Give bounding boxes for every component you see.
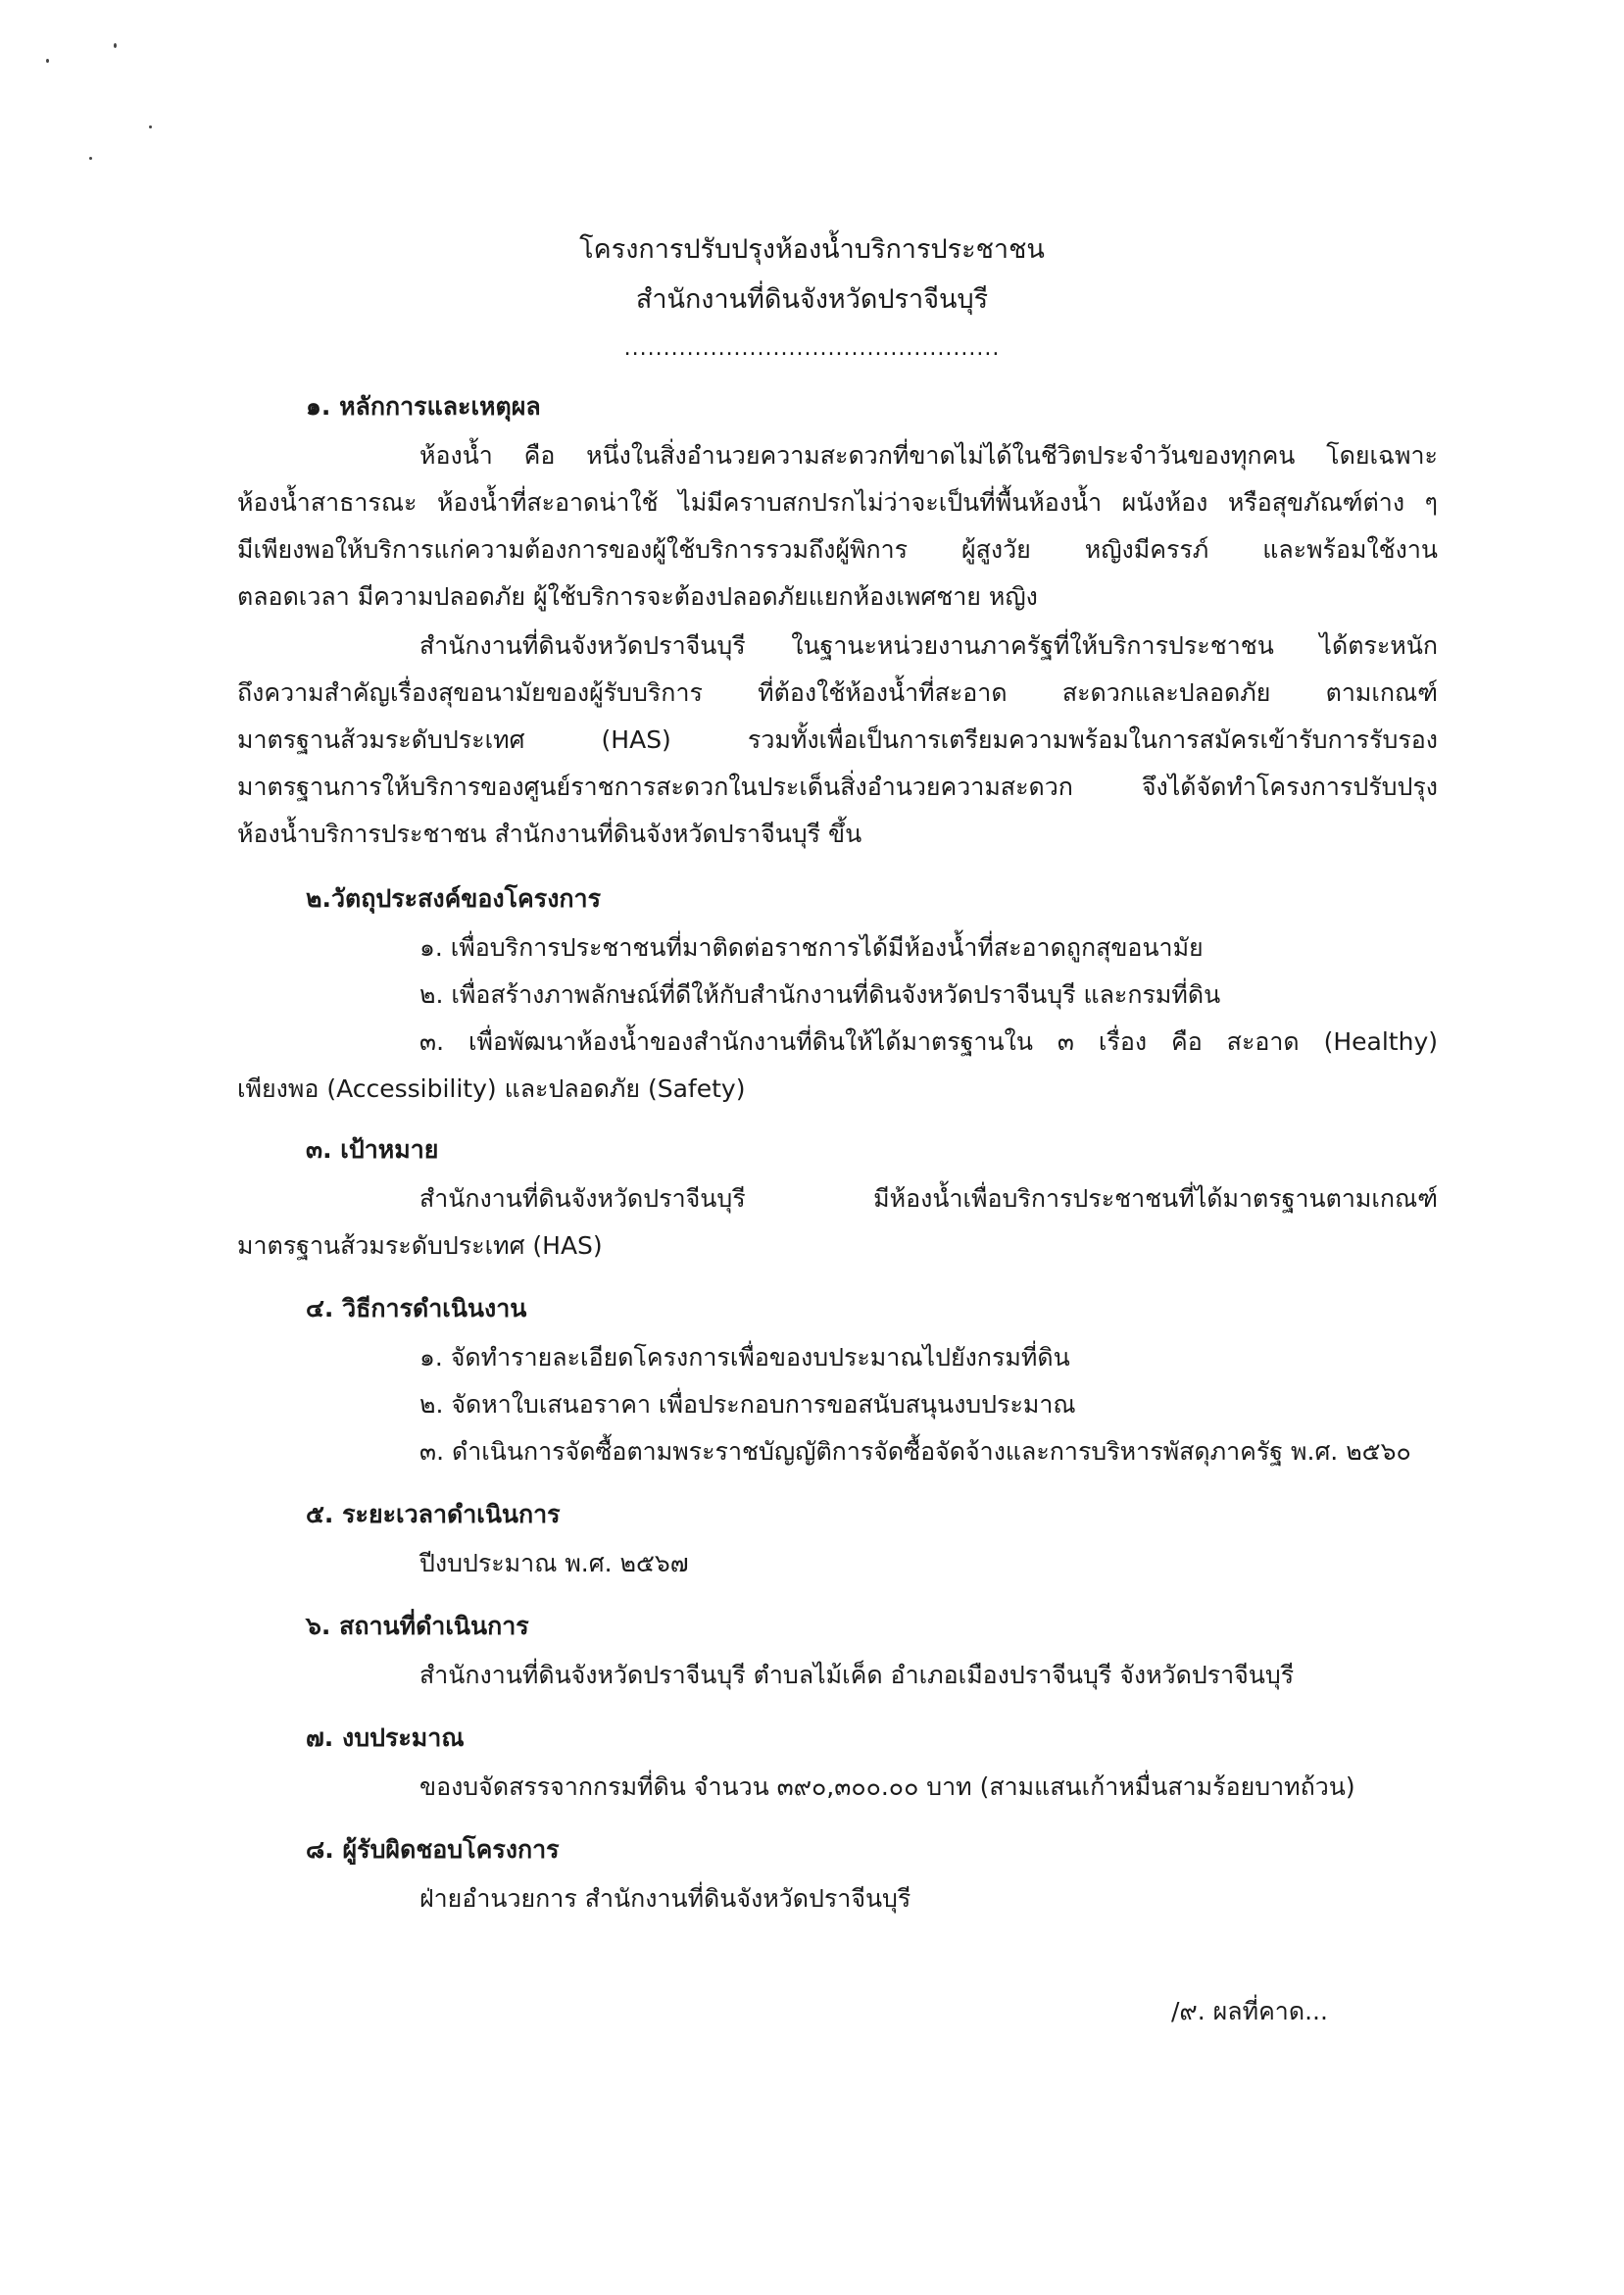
objective-item: ๑. เพื่อบริการประชาชนที่มาติดต่อราชการได้มีห้องน้ำที่สะอาดถูกสุขอนามัย <box>419 933 1204 962</box>
section-6-heading: ๖. สถานที่ดำเนินการ <box>306 1612 529 1640</box>
section-1-para2-line: มาตรฐานการให้บริการของศูนย์ราชการสะดวกในประเด็นสิ่งอำนวยความสะดวก จึงได้จัดทำโครงการปรับปรุง <box>237 773 1438 801</box>
objective-item-continuation: เพียงพอ (Accessibility) และปลอดภัย (Safety) <box>237 1074 746 1103</box>
document-title: โครงการปรับปรุงห้องน้ำบริการประชาชน <box>579 234 1045 265</box>
responsible-text: ฝ่ายอำนวยการ สำนักงานที่ดินจังหวัดปราจีนบุรี <box>419 1884 911 1913</box>
section-1-para2-line: ห้องน้ำบริการประชาชน สำนักงานที่ดินจังหวัดปราจีนบุรี ขึ้น <box>237 820 862 848</box>
section-1-para1-line: ตลอดเวลา มีความปลอดภัย ผู้ใช้บริการจะต้องปลอดภัยแยกห้องเพศชาย หญิง <box>237 582 1038 611</box>
section-1-para2-line: สำนักงานที่ดินจังหวัดปราจีนบุรี ในฐานะหน่วยงานภาครัฐที่ให้บริการประชาชน ได้ตระหนัก <box>419 631 1438 660</box>
method-item: ๒. จัดหาใบเสนอราคา เพื่อประกอบการขอสนับสนุนงบประมาณ <box>419 1390 1076 1419</box>
scan-speck <box>149 125 152 128</box>
section-1-heading: ๑. หลักการและเหตุผล <box>306 392 541 421</box>
target-line: มาตรฐานส้วมระดับประเทศ (HAS) <box>237 1231 603 1260</box>
budget-text: ของบจัดสรรจากกรมที่ดิน จำนวน ๓๙๐,๓๐๐.๐๐ บาท (สามแสนเก้าหมื่นสามร้อยบาทถ้วน) <box>419 1772 1355 1801</box>
section-3-heading: ๓. เป้าหมาย <box>306 1135 439 1164</box>
section-4-heading: ๔. วิธีการดำเนินงาน <box>306 1294 527 1322</box>
section-2-heading: ๒.วัตถุประสงค์ของโครงการ <box>306 884 602 913</box>
section-7-heading: ๗. งบประมาณ <box>306 1723 465 1752</box>
section-8-heading: ๘. ผู้รับผิดชอบโครงการ <box>306 1835 560 1864</box>
title-separator: ................................................ <box>623 336 1001 361</box>
document-subtitle: สำนักงานที่ดินจังหวัดปราจีนบุรี <box>635 284 989 315</box>
method-item: ๓. ดำเนินการจัดซื้อตามพระราชบัญญัติการจัดซื้อจัดจ้างและการบริหารพัสดุภาครัฐ พ.ศ. ๒๕๖๐ <box>419 1437 1411 1466</box>
target-line: สำนักงานที่ดินจังหวัดปราจีนบุรี มีห้องน้ำเพื่อบริการประชาชนที่ได้มาตรฐานตามเกณฑ์ <box>419 1184 1438 1213</box>
section-1-para1-line: ห้องน้ำสาธารณะ ห้องน้ำที่สะอาดน่าใช้ ไม่มีคราบสกปรกไม่ว่าจะเป็นที่พื้นห้องน้ำ ผนังห้อง หรือสุขภัณฑ์ต่าง ๆ <box>237 488 1438 517</box>
section-1-para2-line: มาตรฐานส้วมระดับประเทศ (HAS) รวมทั้งเพื่อเป็นการเตรียมความพร้อมในการสมัครเข้ารับการรับรอง <box>237 725 1438 754</box>
objective-item: ๒. เพื่อสร้างภาพลักษณ์ที่ดีให้กับสำนักงานที่ดินจังหวัดปราจีนบุรี และกรมที่ดิน <box>419 980 1221 1009</box>
scan-speck <box>114 43 117 48</box>
duration-text: ปีงบประมาณ พ.ศ. ๒๕๖๗ <box>419 1549 689 1577</box>
section-5-heading: ๕. ระยะเวลาดำเนินการ <box>306 1500 561 1528</box>
objective-item: ๓. เพื่อพัฒนาห้องน้ำของสำนักงานที่ดินให้ได้มาตรฐานใน ๓ เรื่อง คือ สะอาด (Healthy) <box>419 1027 1438 1056</box>
location-text: สำนักงานที่ดินจังหวัดปราจีนบุรี ตำบลไม้เค็ด อำเภอเมืองปราจีนบุรี จังหวัดปราจีนบุรี <box>419 1661 1295 1689</box>
page-continuation-note: /๙. ผลที่คาด... <box>1171 1997 1328 2025</box>
section-1-para2-line: ถึงความสำคัญเรื่องสุขอนามัยของผู้รับบริการ ที่ต้องใช้ห้องน้ำที่สะอาด สะดวกและปลอดภัย ตามเกณฑ์ <box>237 678 1438 707</box>
scan-speck <box>46 59 49 63</box>
section-1-para1-line: มีเพียงพอให้บริการแก่ความต้องการของผู้ใช้บริการรวมถึงผู้พิการ ผู้สูงวัย หญิงมีครรภ์ และพร้อมใช้งาน <box>237 535 1438 564</box>
method-item: ๑. จัดทำรายละเอียดโครงการเพื่อของบประมาณไปยังกรมที่ดิน <box>419 1343 1070 1372</box>
section-1-para1-line: ห้องน้ำ คือ หนึ่งในสิ่งอำนวยความสะดวกที่ขาดไม่ได้ในชีวิตประจำวันของทุกคน โดยเฉพาะ <box>419 441 1438 470</box>
scan-speck <box>89 157 92 160</box>
